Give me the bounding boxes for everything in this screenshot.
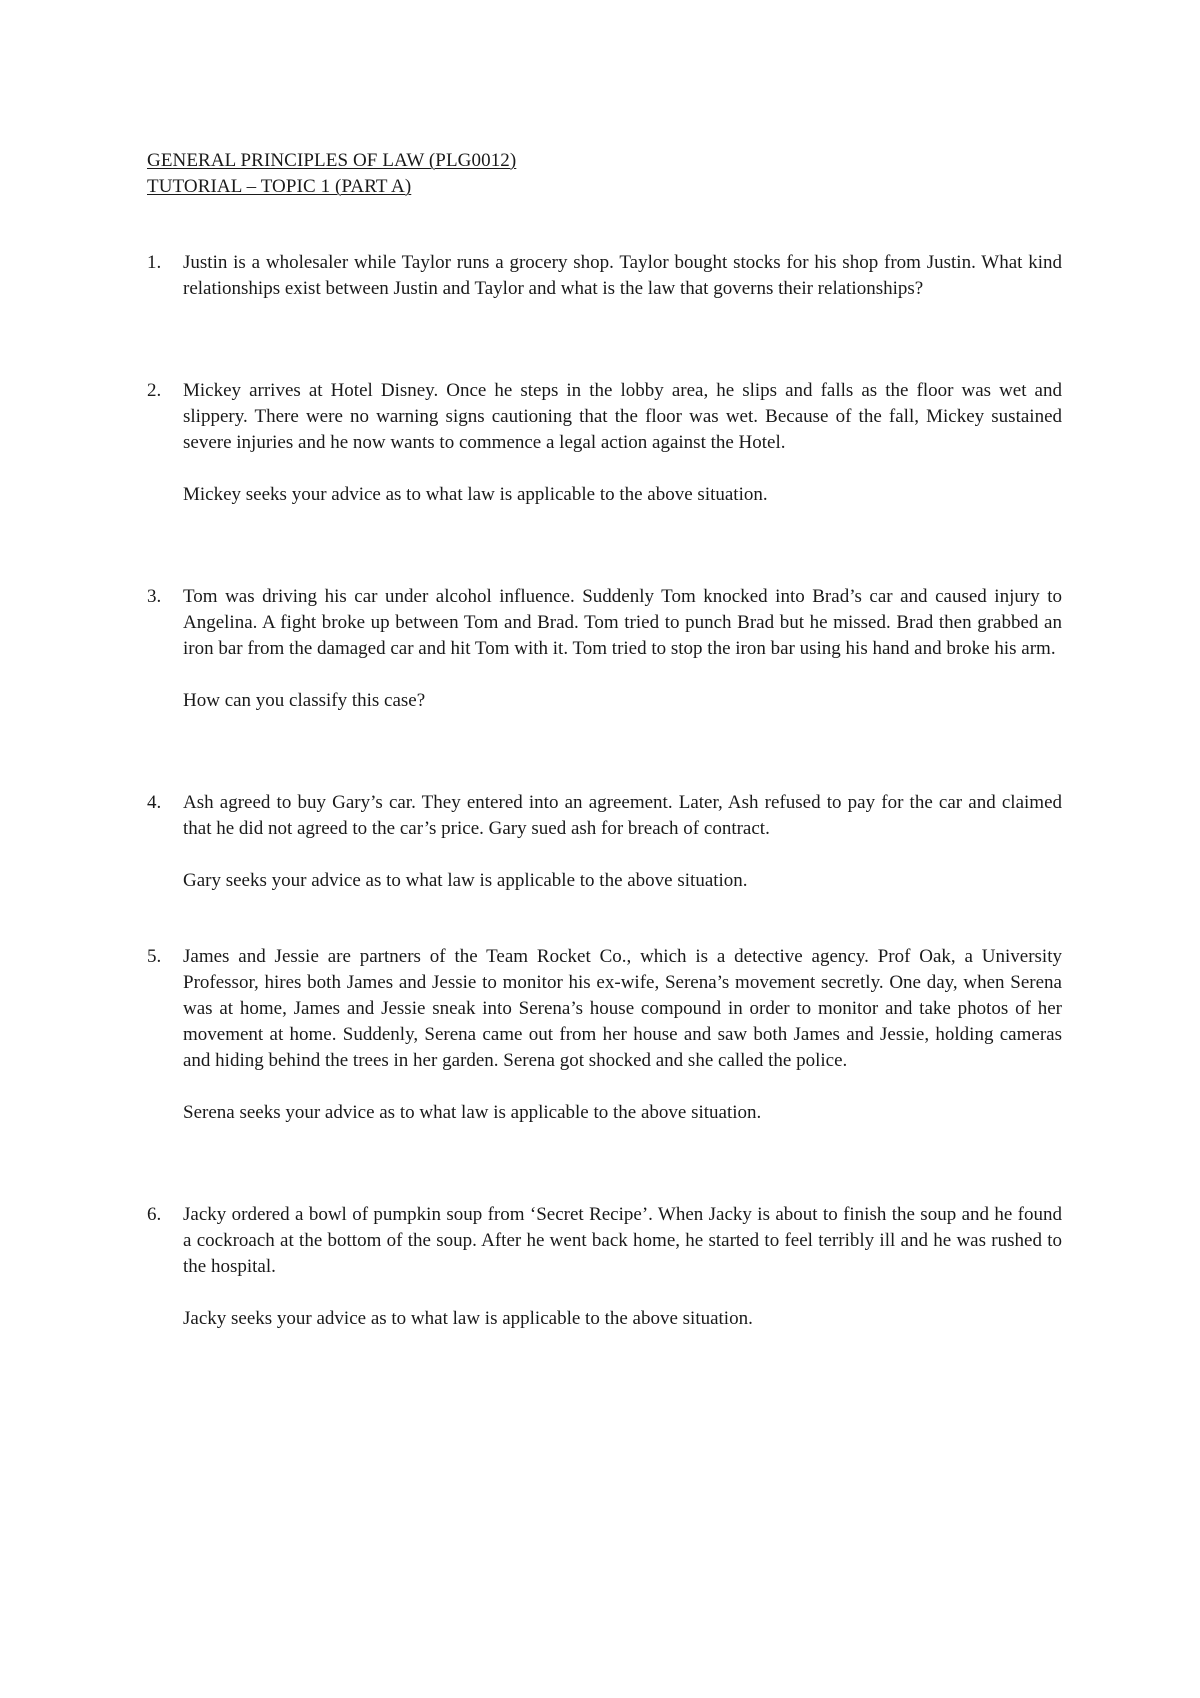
tutorial-title: TUTORIAL – TOPIC 1 (PART A) bbox=[147, 176, 412, 197]
question-number: 1. bbox=[147, 252, 162, 273]
question-number: 2. bbox=[147, 380, 162, 401]
question-6 bbox=[147, 1202, 1062, 1332]
question-text: Tom was driving his car under alcohol influence. Suddenly Tom knocked into Brad’s car and caused injury to Angelina. A fight broke up between Tom and Brad. Tom tried to punch Brad but he missed. Brad then grabbed an iron bar from the damaged car and hit Tom with it. Tom tried to stop the iron bar using his hand and broke his arm. bbox=[183, 586, 1062, 659]
question-5 bbox=[147, 944, 1062, 1126]
question-number: 3. bbox=[147, 586, 162, 607]
question-text: Mickey arrives at Hotel Disney. Once he steps in the lobby area, he slips and falls as the floor was wet and slippery. There were no warning signs cautioning that the floor was wet. Because of the fall, Mickey sustained severe injuries and he now wants to commence a legal action against the Hotel. bbox=[183, 380, 1062, 453]
document-header bbox=[147, 148, 1067, 200]
question-1 bbox=[147, 250, 1062, 302]
question-text: Jacky ordered a bowl of pumpkin soup from ‘Secret Recipe’. When Jacky is about to finish the soup and he found a cockroach at the bottom of the soup. After he went back home, he started to feel terribly ill and he was rushed to the hospital. bbox=[183, 1204, 1062, 1277]
course-title: GENERAL PRINCIPLES OF LAW (PLG0012) bbox=[147, 150, 517, 171]
question-text: James and Jessie are partners of the Team Rocket Co., which is a detective agency. Prof Oak, a University Professor, hires both James and Jessie to monitor his ex-wife, Serena’s movement secretly. One day, when Serena was at home, James and Jessie sneak into Serena’s house compound in order to monitor and take photos of her movement at home. Suddenly, Serena came out from her house and saw both James and Jessie, holding cameras and hiding behind the trees in her garden. Serena got shocked and she called the police. bbox=[183, 946, 1062, 1071]
question-3 bbox=[147, 584, 1062, 714]
question-followup: Serena seeks your advice as to what law is applicable to the above situation. bbox=[183, 1102, 762, 1123]
question-followup: Jacky seeks your advice as to what law is applicable to the above situation. bbox=[183, 1308, 753, 1329]
question-followup: Gary seeks your advice as to what law is applicable to the above situation. bbox=[183, 870, 748, 891]
question-number: 6. bbox=[147, 1204, 162, 1225]
question-followup: How can you classify this case? bbox=[183, 690, 426, 711]
question-number: 4. bbox=[147, 792, 162, 813]
question-text: Ash agreed to buy Gary’s car. They entered into an agreement. Later, Ash refused to pay for the car and claimed that he did not agreed to the car’s price. Gary sued ash for breach of contract. bbox=[183, 792, 1062, 839]
question-4 bbox=[147, 790, 1062, 894]
question-number: 5. bbox=[147, 946, 162, 967]
question-2 bbox=[147, 378, 1062, 508]
question-text: Justin is a wholesaler while Taylor runs a grocery shop. Taylor bought stocks for his shop from Justin. What kind relationships exist between Justin and Taylor and what is the law that governs their relationships? bbox=[183, 252, 1062, 299]
question-followup: Mickey seeks your advice as to what law is applicable to the above situation. bbox=[183, 484, 768, 505]
